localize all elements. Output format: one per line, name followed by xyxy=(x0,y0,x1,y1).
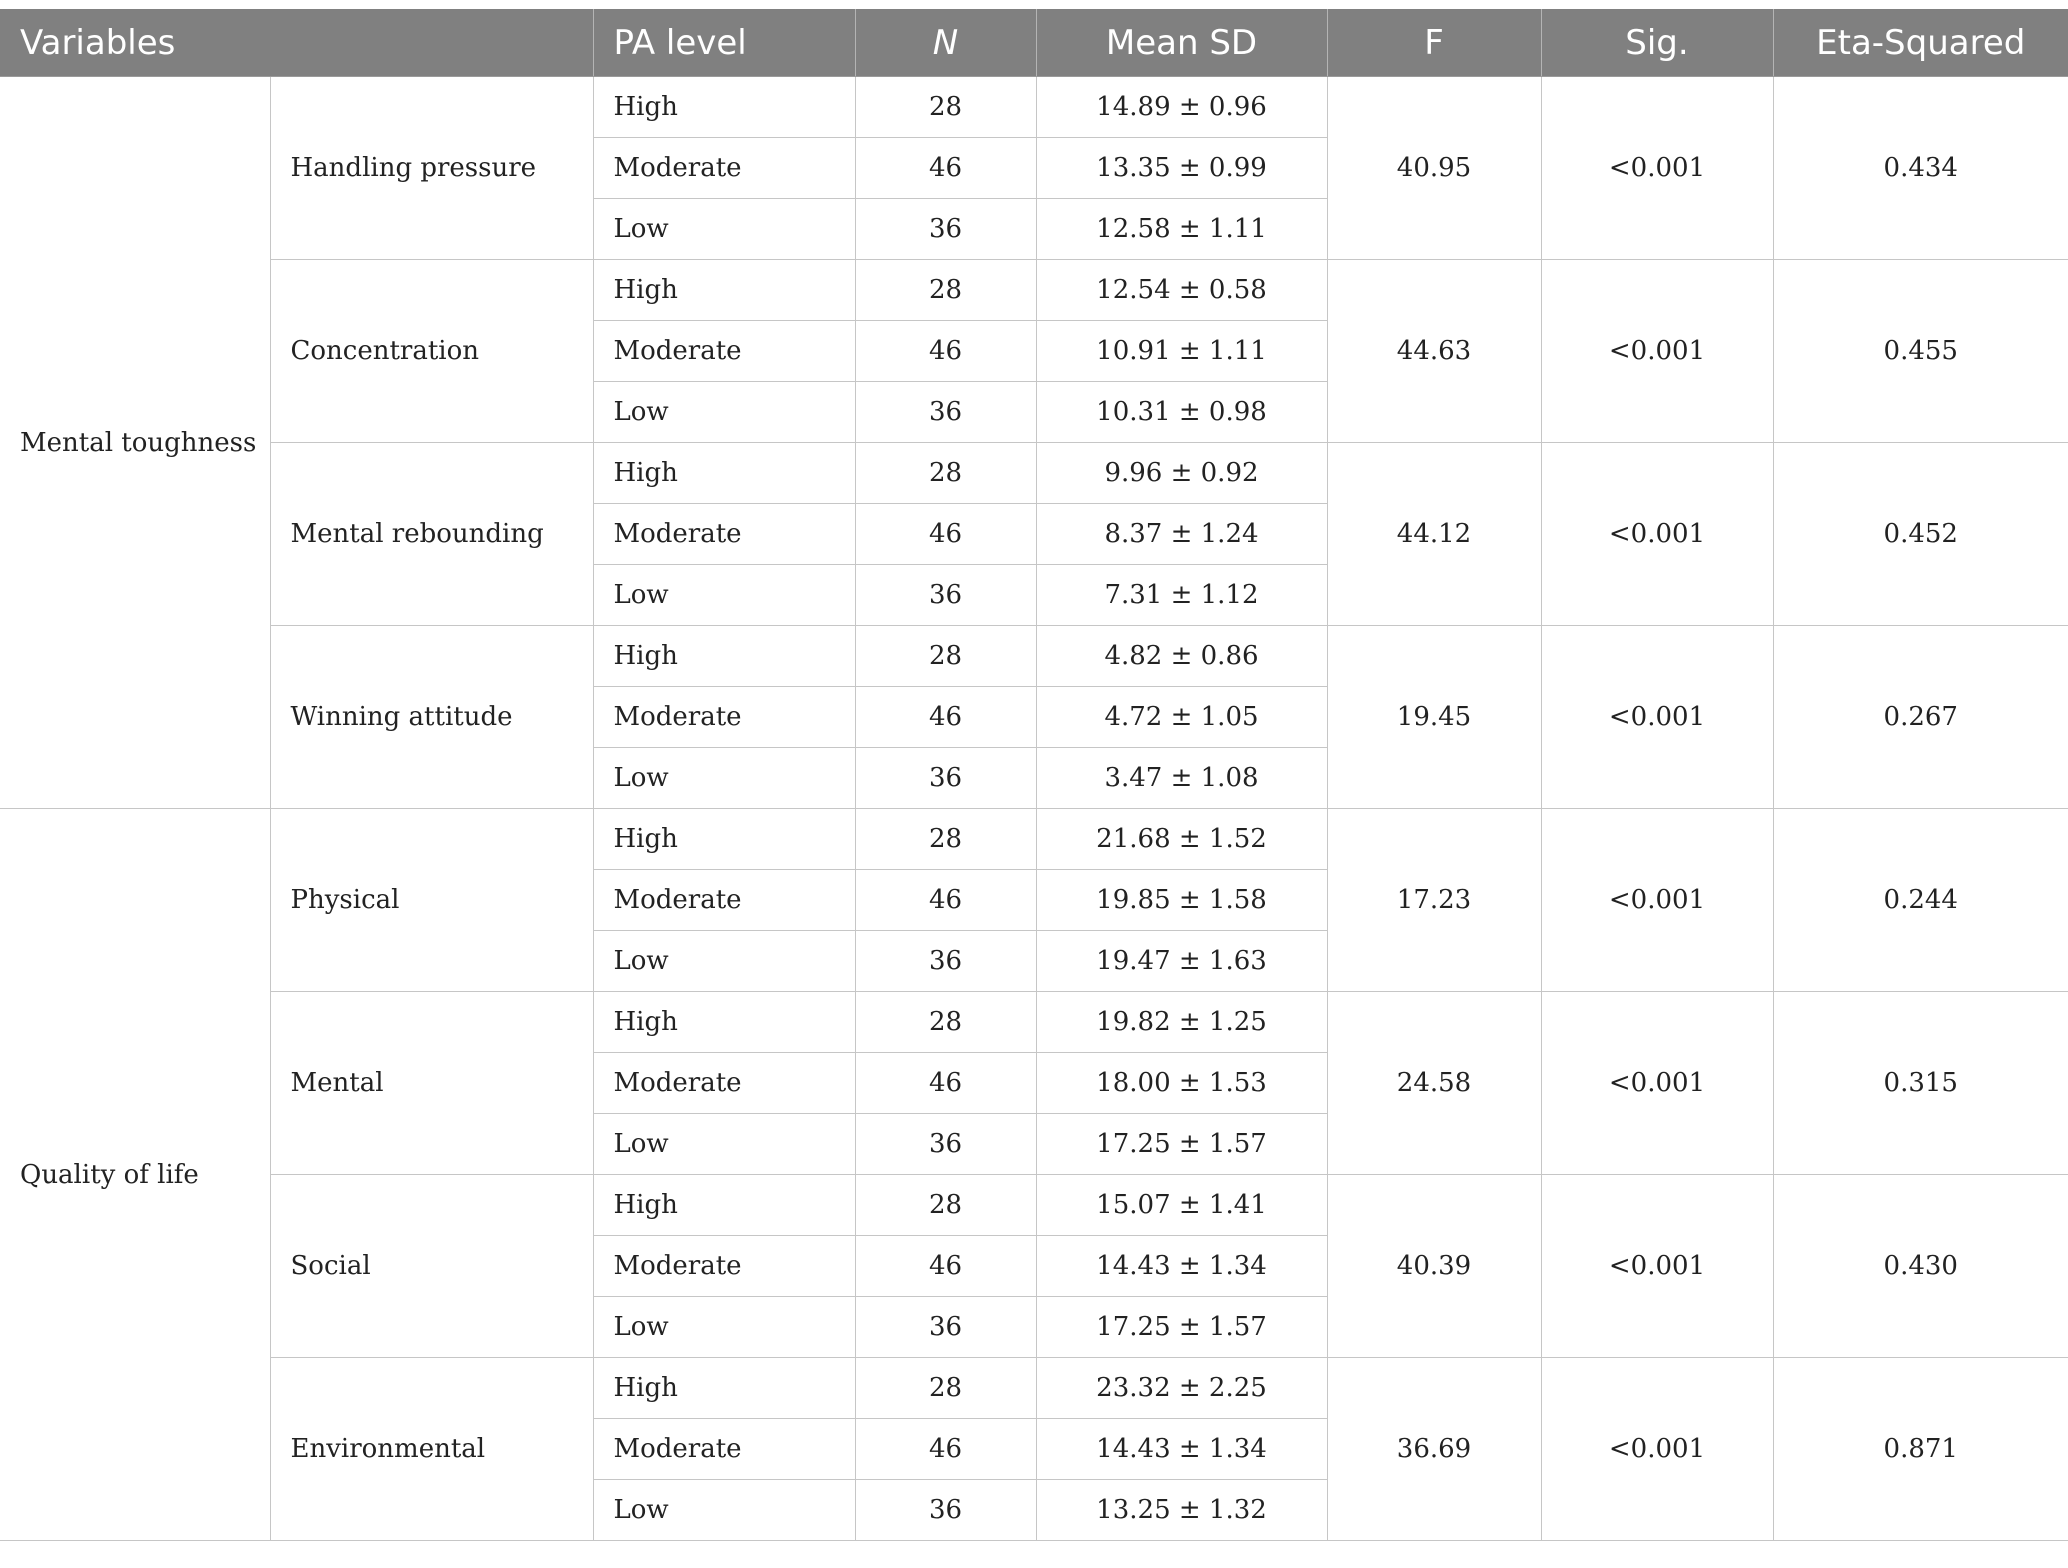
mean-sd-cell: 13.35 ± 0.99 xyxy=(1036,138,1327,199)
n-cell: 46 xyxy=(855,504,1036,565)
pa-level-cell: High xyxy=(593,626,855,687)
pa-level-cell: Moderate xyxy=(593,321,855,382)
mean-sd-cell: 17.25 ± 1.57 xyxy=(1036,1297,1327,1358)
pa-level-cell: Moderate xyxy=(593,687,855,748)
sig-cell: <0.001 xyxy=(1541,260,1773,443)
pa-level-cell: High xyxy=(593,443,855,504)
f-value-cell: 24.58 xyxy=(1327,992,1541,1175)
n-cell: 36 xyxy=(855,1297,1036,1358)
pa-level-cell: Moderate xyxy=(593,870,855,931)
n-cell: 46 xyxy=(855,1236,1036,1297)
n-cell: 36 xyxy=(855,565,1036,626)
n-cell: 28 xyxy=(855,1358,1036,1419)
mean-sd-cell: 17.25 ± 1.57 xyxy=(1036,1114,1327,1175)
mean-sd-cell: 8.37 ± 1.24 xyxy=(1036,504,1327,565)
mean-sd-cell: 19.85 ± 1.58 xyxy=(1036,870,1327,931)
f-value-cell: 44.12 xyxy=(1327,443,1541,626)
table-row xyxy=(0,1358,2068,1419)
f-value-cell: 19.45 xyxy=(1327,626,1541,809)
pa-level-cell: Moderate xyxy=(593,138,855,199)
subscale-cell: Physical xyxy=(270,809,593,992)
n-cell: 46 xyxy=(855,321,1036,382)
mean-sd-cell: 18.00 ± 1.53 xyxy=(1036,1053,1327,1114)
sig-cell: <0.001 xyxy=(1541,626,1773,809)
sig-cell: <0.001 xyxy=(1541,1175,1773,1358)
table-row xyxy=(0,260,2068,321)
mean-sd-cell: 15.07 ± 1.41 xyxy=(1036,1175,1327,1236)
pa-level-cell: Low xyxy=(593,565,855,626)
mean-sd-cell: 4.72 ± 1.05 xyxy=(1036,687,1327,748)
mean-sd-cell: 4.82 ± 0.86 xyxy=(1036,626,1327,687)
n-cell: 36 xyxy=(855,748,1036,809)
mean-sd-cell: 19.82 ± 1.25 xyxy=(1036,992,1327,1053)
sig-cell: <0.001 xyxy=(1541,1358,1773,1541)
n-cell: 28 xyxy=(855,1175,1036,1236)
eta-squared-cell: 0.452 xyxy=(1773,443,2068,626)
f-value-cell: 40.95 xyxy=(1327,77,1541,260)
subscale-cell: Social xyxy=(270,1175,593,1358)
f-value-cell: 36.69 xyxy=(1327,1358,1541,1541)
subscale-cell: Handling pressure xyxy=(270,77,593,260)
header-variables: Variables xyxy=(0,9,593,77)
sig-cell: <0.001 xyxy=(1541,809,1773,992)
f-value-cell: 40.39 xyxy=(1327,1175,1541,1358)
pa-level-cell: High xyxy=(593,992,855,1053)
table-body xyxy=(0,77,2068,1541)
results-table-container xyxy=(0,9,2068,1541)
pa-level-cell: High xyxy=(593,77,855,138)
mean-sd-cell: 9.96 ± 0.92 xyxy=(1036,443,1327,504)
mean-sd-cell: 19.47 ± 1.63 xyxy=(1036,931,1327,992)
header-pa-level: PA level xyxy=(593,9,855,77)
results-table xyxy=(0,9,2068,1541)
mean-sd-cell: 12.54 ± 0.58 xyxy=(1036,260,1327,321)
pa-level-cell: Low xyxy=(593,1480,855,1541)
n-cell: 36 xyxy=(855,382,1036,443)
pa-level-cell: High xyxy=(593,809,855,870)
table-row xyxy=(0,992,2068,1053)
sig-cell: <0.001 xyxy=(1541,443,1773,626)
variable-group-cell: Mental toughness xyxy=(0,77,270,809)
n-cell: 46 xyxy=(855,870,1036,931)
pa-level-cell: Low xyxy=(593,199,855,260)
pa-level-cell: Low xyxy=(593,1114,855,1175)
subscale-cell: Winning attitude xyxy=(270,626,593,809)
pa-level-cell: Low xyxy=(593,1297,855,1358)
n-cell: 36 xyxy=(855,1480,1036,1541)
pa-level-cell: Moderate xyxy=(593,504,855,565)
table-row xyxy=(0,809,2068,870)
header-f: F xyxy=(1327,9,1541,77)
eta-squared-cell: 0.455 xyxy=(1773,260,2068,443)
header-mean-sd: Mean SD xyxy=(1036,9,1327,77)
pa-level-cell: Moderate xyxy=(593,1236,855,1297)
n-cell: 46 xyxy=(855,1053,1036,1114)
pa-level-cell: Low xyxy=(593,748,855,809)
pa-level-cell: Moderate xyxy=(593,1419,855,1480)
eta-squared-cell: 0.434 xyxy=(1773,77,2068,260)
subscale-cell: Mental rebounding xyxy=(270,443,593,626)
table-row xyxy=(0,77,2068,138)
pa-level-cell: Low xyxy=(593,931,855,992)
header-sig: Sig. xyxy=(1541,9,1773,77)
pa-level-cell: Moderate xyxy=(593,1053,855,1114)
n-cell: 28 xyxy=(855,626,1036,687)
header-eta-squared: Eta-Squared xyxy=(1773,9,2068,77)
n-cell: 28 xyxy=(855,992,1036,1053)
n-cell: 28 xyxy=(855,443,1036,504)
eta-squared-cell: 0.244 xyxy=(1773,809,2068,992)
eta-squared-cell: 0.267 xyxy=(1773,626,2068,809)
header-n: N xyxy=(855,9,1036,77)
f-value-cell: 17.23 xyxy=(1327,809,1541,992)
pa-level-cell: High xyxy=(593,260,855,321)
header-row xyxy=(0,9,2068,77)
sig-cell: <0.001 xyxy=(1541,992,1773,1175)
f-value-cell: 44.63 xyxy=(1327,260,1541,443)
table-row xyxy=(0,443,2068,504)
mean-sd-cell: 21.68 ± 1.52 xyxy=(1036,809,1327,870)
mean-sd-cell: 23.32 ± 2.25 xyxy=(1036,1358,1327,1419)
eta-squared-cell: 0.315 xyxy=(1773,992,2068,1175)
eta-squared-cell: 0.430 xyxy=(1773,1175,2068,1358)
mean-sd-cell: 14.43 ± 1.34 xyxy=(1036,1419,1327,1480)
subscale-cell: Mental xyxy=(270,992,593,1175)
n-cell: 36 xyxy=(855,199,1036,260)
n-cell: 28 xyxy=(855,77,1036,138)
variable-group-cell: Quality of life xyxy=(0,809,270,1541)
n-cell: 46 xyxy=(855,687,1036,748)
sig-cell: <0.001 xyxy=(1541,77,1773,260)
mean-sd-cell: 7.31 ± 1.12 xyxy=(1036,565,1327,626)
n-cell: 46 xyxy=(855,1419,1036,1480)
eta-squared-cell: 0.871 xyxy=(1773,1358,2068,1541)
n-cell: 46 xyxy=(855,138,1036,199)
n-cell: 28 xyxy=(855,809,1036,870)
n-cell: 28 xyxy=(855,260,1036,321)
mean-sd-cell: 3.47 ± 1.08 xyxy=(1036,748,1327,809)
table-row xyxy=(0,1175,2068,1236)
table-row xyxy=(0,626,2068,687)
n-cell: 36 xyxy=(855,931,1036,992)
mean-sd-cell: 13.25 ± 1.32 xyxy=(1036,1480,1327,1541)
pa-level-cell: Low xyxy=(593,382,855,443)
table-header xyxy=(0,9,2068,77)
mean-sd-cell: 10.91 ± 1.11 xyxy=(1036,321,1327,382)
n-cell: 36 xyxy=(855,1114,1036,1175)
subscale-cell: Concentration xyxy=(270,260,593,443)
mean-sd-cell: 12.58 ± 1.11 xyxy=(1036,199,1327,260)
mean-sd-cell: 10.31 ± 0.98 xyxy=(1036,382,1327,443)
pa-level-cell: High xyxy=(593,1358,855,1419)
subscale-cell: Environmental xyxy=(270,1358,593,1541)
mean-sd-cell: 14.43 ± 1.34 xyxy=(1036,1236,1327,1297)
pa-level-cell: High xyxy=(593,1175,855,1236)
mean-sd-cell: 14.89 ± 0.96 xyxy=(1036,77,1327,138)
